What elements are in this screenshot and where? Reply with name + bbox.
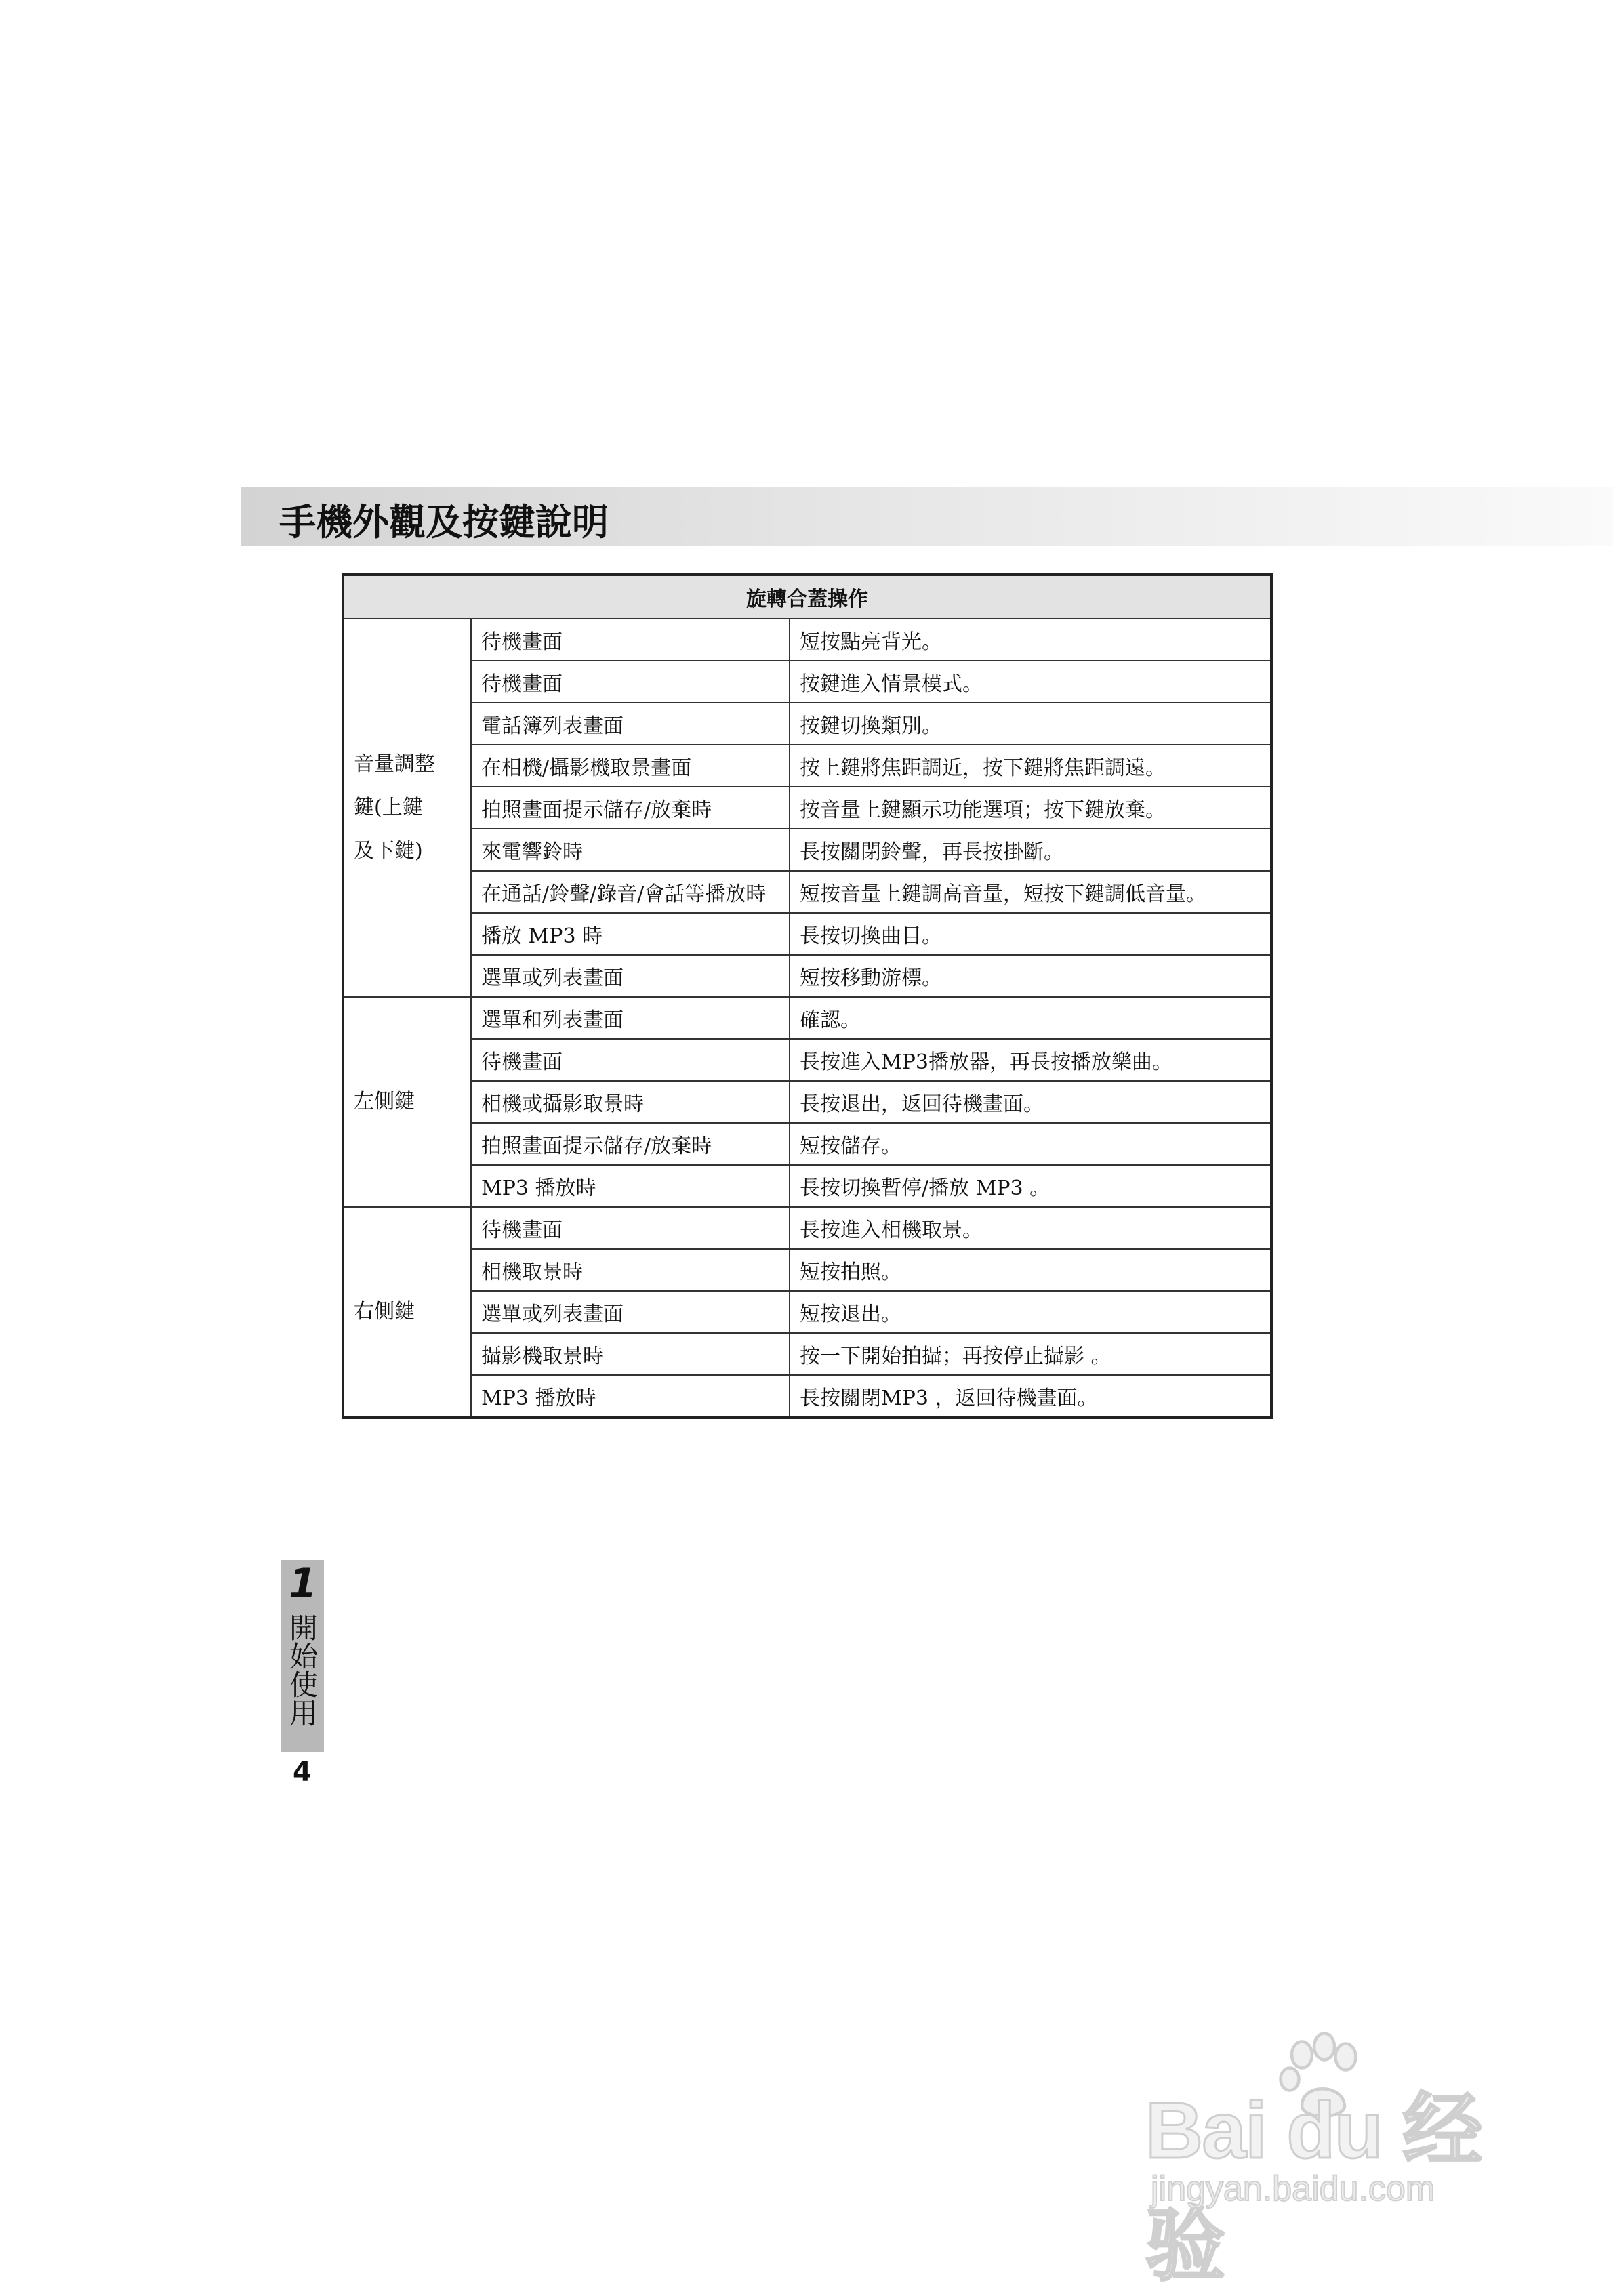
chapter-tab [281, 1560, 324, 1752]
action-cell: 短按點亮背光。 [790, 619, 1271, 661]
action-cell: 短按退出。 [790, 1291, 1271, 1333]
table-row [343, 871, 1271, 913]
section-header-bar [241, 487, 1613, 546]
action-cell: 按一下開始拍攝；再按停止攝影 。 [790, 1333, 1271, 1375]
action-cell: 按鍵進入情景模式。 [790, 661, 1271, 703]
action-cell: 短按拍照。 [790, 1249, 1271, 1291]
screen-state-cell: 選單或列表畫面 [471, 955, 790, 997]
screen-state-cell: 待機畫面 [471, 661, 790, 703]
table-row [343, 1165, 1271, 1207]
table-row [343, 619, 1271, 661]
action-cell: 按上鍵將焦距調近，按下鍵將焦距調遠。 [790, 745, 1271, 787]
screen-state-cell: 相機或攝影取景時 [471, 1081, 790, 1123]
screen-state-cell: 拍照畫面提示儲存/放棄時 [471, 1123, 790, 1165]
table-row [343, 787, 1271, 829]
action-cell: 長按進入相機取景。 [790, 1207, 1271, 1249]
action-cell: 長按切換曲目。 [790, 913, 1271, 955]
table-header-row [343, 575, 1271, 619]
action-cell: 長按進入MP3播放器，再長按播放樂曲。 [790, 1039, 1271, 1081]
table-body [343, 619, 1271, 1418]
table-row [343, 1375, 1271, 1418]
screen-state-cell: 選單和列表畫面 [471, 997, 790, 1039]
action-cell: 短按儲存。 [790, 1123, 1271, 1165]
action-cell: 長按退出，返回待機畫面。 [790, 1081, 1271, 1123]
action-cell: 短按音量上鍵調高音量，短按下鍵調低音量。 [790, 871, 1271, 913]
screen-state-cell: 選單或列表畫面 [471, 1291, 790, 1333]
key-name [354, 1080, 461, 1124]
table-row [343, 1207, 1271, 1249]
action-cell: 長按關閉MP3 ，返回待機畫面。 [790, 1375, 1271, 1418]
action-cell: 按鍵切換類別。 [790, 703, 1271, 745]
chapter-number: 1 [289, 1560, 317, 1607]
action-cell: 長按切換暫停/播放 MP3 。 [790, 1165, 1271, 1207]
screen-state-cell: MP3 播放時 [471, 1375, 790, 1418]
key-name-line: 左側鍵 [354, 1090, 415, 1113]
table-row [343, 997, 1271, 1039]
table-row [343, 913, 1271, 955]
page-number: 4 [293, 1757, 312, 1788]
table-row [343, 829, 1271, 871]
table-row [343, 1081, 1271, 1123]
screen-state-cell: 在通話/鈴聲/錄音/會話等播放時 [471, 871, 790, 913]
action-cell: 長按關閉鈴聲，再長按掛斷。 [790, 829, 1271, 871]
screen-state-cell: 電話簿列表畫面 [471, 703, 790, 745]
key-name [354, 743, 461, 873]
table-row [343, 703, 1271, 745]
screen-state-cell: 播放 MP3 時 [471, 913, 790, 955]
chapter-label: 開始使用 [285, 1613, 319, 1727]
table-row [343, 1249, 1271, 1291]
action-cell: 確認。 [790, 997, 1271, 1039]
table-row [343, 1291, 1271, 1333]
key-name-cell [343, 997, 471, 1207]
screen-state-cell: 拍照畫面提示儲存/放棄時 [471, 787, 790, 829]
table-row [343, 1039, 1271, 1081]
screen-state-cell: MP3 播放時 [471, 1165, 790, 1207]
operations-table [342, 573, 1273, 1419]
table-row [343, 745, 1271, 787]
screen-state-cell: 在相機/攝影機取景畫面 [471, 745, 790, 787]
key-name-cell [343, 1207, 471, 1418]
screen-state-cell: 攝影機取景時 [471, 1333, 790, 1375]
action-cell: 按音量上鍵顯示功能選項；按下鍵放棄。 [790, 787, 1271, 829]
key-name-line: 及下鍵) [354, 839, 423, 863]
key-name-line: 音量調整 [354, 752, 435, 776]
watermark-url: jingyan.baidu.com [1151, 2169, 1435, 2209]
key-name-line: 右側鍵 [354, 1300, 415, 1324]
screen-state-cell: 待機畫面 [471, 1207, 790, 1249]
table-row [343, 661, 1271, 703]
table-row [343, 1333, 1271, 1375]
key-name-line: 鍵(上鍵 [354, 796, 423, 819]
table-title: 旋轉合蓋操作 [343, 575, 1271, 619]
watermark-brand: Bai du 经验 [1145, 2086, 1482, 2291]
key-name [354, 1290, 461, 1334]
screen-state-cell: 待機畫面 [471, 1039, 790, 1081]
table-row [343, 955, 1271, 997]
key-name-cell [343, 619, 471, 997]
screen-state-cell: 待機畫面 [471, 619, 790, 661]
screen-state-cell: 相機取景時 [471, 1249, 790, 1291]
baidu-watermark [1145, 2026, 1525, 2291]
page-title: 手機外觀及按鍵說明 [279, 500, 609, 544]
action-cell: 短按移動游標。 [790, 955, 1271, 997]
screen-state-cell: 來電響鈴時 [471, 829, 790, 871]
table-row [343, 1123, 1271, 1165]
